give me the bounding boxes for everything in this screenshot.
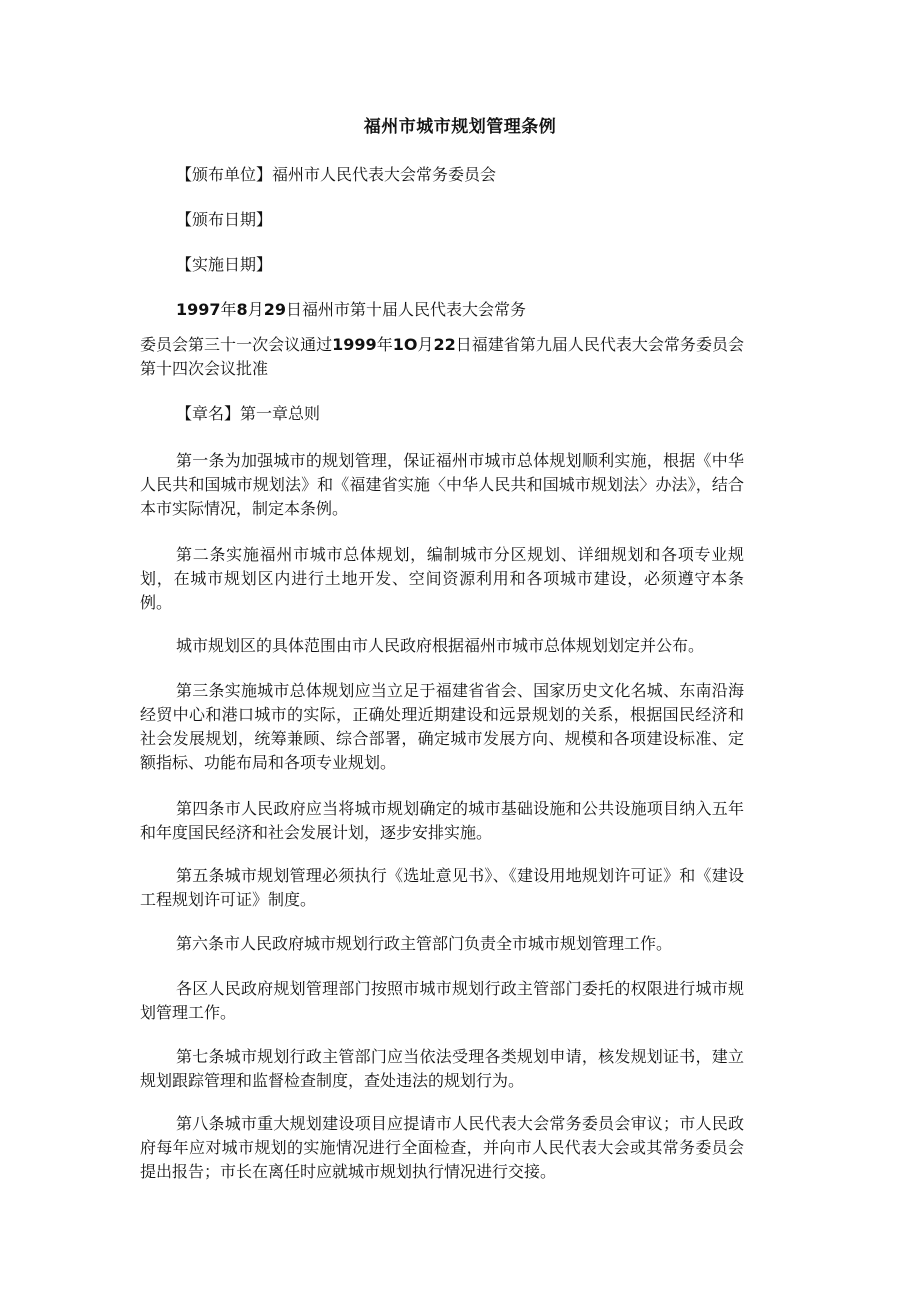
chapter-line bbox=[176, 403, 320, 425]
adoption-year-1: 1997 bbox=[176, 300, 221, 319]
adoption-day-2: 22 bbox=[433, 335, 456, 354]
issue-date-line bbox=[176, 209, 272, 231]
article-6: 第六条市人民政府城市规划行政主管部门负责全市城市规划管理工作。 bbox=[176, 934, 673, 953]
adoption-text: 年 bbox=[220, 300, 237, 319]
issuer-line bbox=[176, 164, 496, 186]
chapter-label: 【章名】 bbox=[176, 404, 241, 423]
article-7: 第七条城市规划行政主管部门应当依法受理各类规划申请，核发规划证书，建立规划跟踪管理和监督检查制度，查处违法的规划行为。 bbox=[140, 1047, 744, 1090]
adoption-text: 月 bbox=[247, 300, 264, 319]
adoption-day-1: 29 bbox=[263, 300, 286, 319]
adoption-text: 日福建省第九届人民代表大会常务委员会第十四次会议批准 bbox=[140, 335, 744, 378]
adoption-text: 年 bbox=[376, 335, 393, 354]
effective-date-line bbox=[176, 254, 272, 276]
adoption-month-1: 8 bbox=[236, 300, 248, 319]
adoption-text: 委员会第三十一次会议通过 bbox=[140, 335, 333, 354]
document-title: 福州市城市规划管理条例 bbox=[363, 117, 557, 137]
issuer-label: 【颁布单位】 bbox=[176, 165, 273, 184]
adoption-paragraph bbox=[140, 333, 744, 381]
article-2: 第二条实施福州市城市总体规划，编制城市分区规划、详细规划和各项专业规划，在城市规划区内进行土地开发、空间资源利用和各项城市建设，必须遵守本条例。 bbox=[140, 545, 744, 612]
article-5: 第五条城市规划管理必须执行《选址意见书》、《建设用地规划许可证》和《建设工程规划许可证》制度。 bbox=[140, 866, 744, 909]
chapter-value: 第一章总则 bbox=[240, 404, 321, 423]
adoption-line-1 bbox=[176, 299, 526, 321]
issue-date-label: 【颁布日期】 bbox=[176, 210, 273, 229]
article-2-clause: 城市规划区的具体范围由市人民政府根据福州市城市总体规划划定并公布。 bbox=[176, 636, 705, 655]
article-1: 第一条为加强城市的规划管理，保证福州市城市总体规划顺利实施，根据《中华人民共和国城市规划法》和《福建省实施〈中华人民共和国城市规划法〉办法》，结合本市实际情况，制定本条例。 bbox=[140, 451, 744, 518]
adoption-text: 月 bbox=[417, 335, 434, 354]
article-8: 第八条城市重大规划建设项目应提请市人民代表大会常务委员会审议；市人民政府每年应对城市规划的实施情况进行全面检查，并向市人民代表大会或其常务委员会提出报告；市长在离任时应就城市规划执行情况进行交接。 bbox=[140, 1114, 744, 1181]
article-4: 第四条市人民政府应当将城市规划确定的城市基础设施和公共设施项目纳入五年和年度国民经济和社会发展计划，逐步安排实施。 bbox=[140, 799, 744, 842]
effective-date-label: 【实施日期】 bbox=[176, 255, 273, 274]
adoption-month-2: 1O bbox=[392, 335, 418, 354]
issuer-value: 福州市人民代表大会常务委员会 bbox=[272, 165, 497, 184]
article-6-clause: 各区人民政府规划管理部门按照市城市规划行政主管部门委托的权限进行城市规划管理工作。 bbox=[140, 979, 744, 1022]
article-3: 第三条实施城市总体规划应当立足于福建省省会、国家历史文化名城、东南沿海经贸中心和港口城市的实际，正确处理近期建设和远景规划的关系，根据国民经济和社会发展规划，统筹兼顾、综合部署，确定城市发展方向、规模和各项建设标准、定额指标、功能布局和各项专业规划。 bbox=[140, 681, 744, 772]
adoption-text: 日福州市第十届人民代表大会常务 bbox=[285, 300, 526, 319]
adoption-year-2: 1999 bbox=[332, 335, 377, 354]
